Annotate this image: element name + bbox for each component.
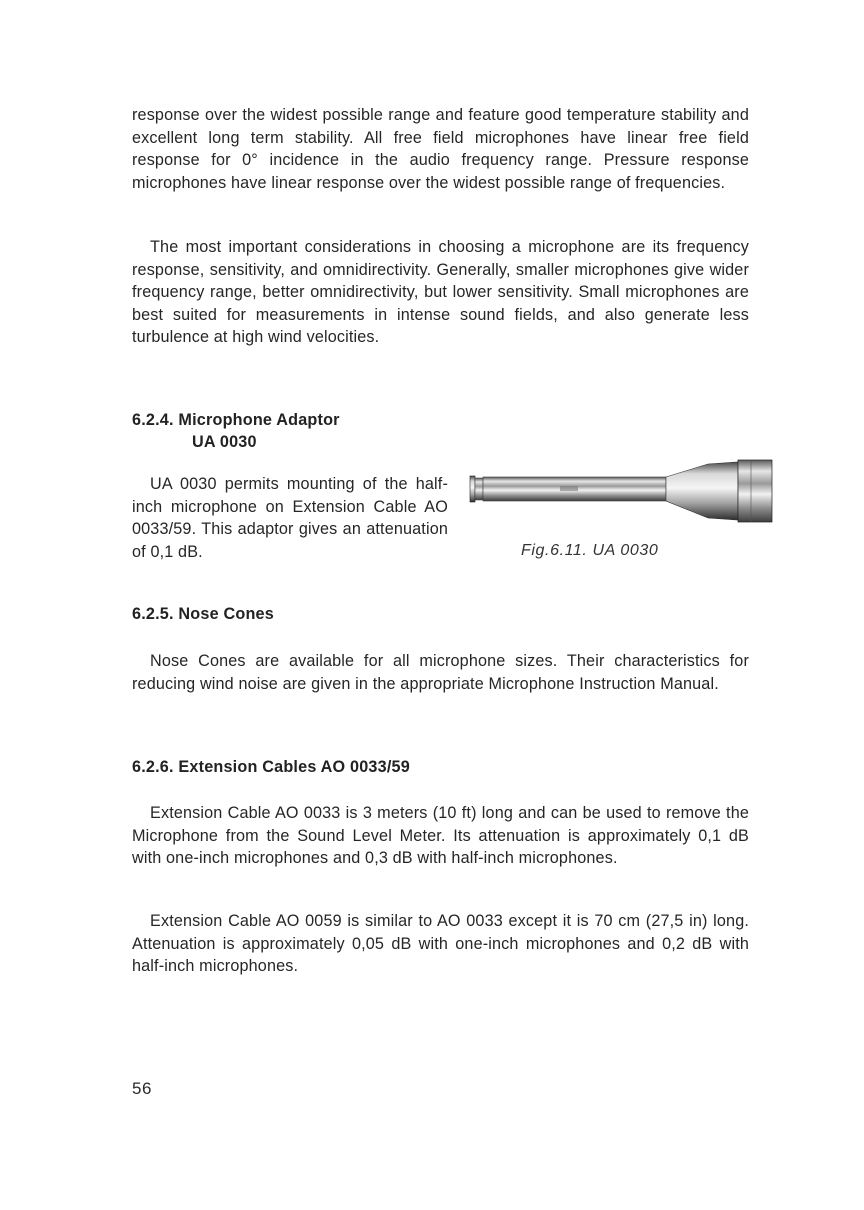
figure-caption: Fig.6.11. UA 0030 <box>521 542 659 559</box>
section-624-body: UA 0030 permits mounting of the half-inch microphone on Extension Cable AO 0033/59. This adaptor gives an attenuation of 0,1 dB. <box>132 475 448 561</box>
intro-paragraph: response over the widest possible range and feature good temperature stability and excellent long term stability. All free field microphones have linear free field response for 0° incidence in the audio frequency range. Pressure response microphones have linear response over the widest possible range of frequencies. <box>132 106 749 192</box>
section-626-body-1: Extension Cable AO 0033 is 3 meters (10 ft) long and can be used to remove the Microphone from the Sound Level Meter. Its attenuation is approximately 0,1 dB with one-inch microphones and 0,3 dB with half-inch microphones. <box>132 804 749 868</box>
considerations-paragraph: The most important considerations in choosing a microphone are its frequency response, sensitivity, and omnidirectivity. Generally, smaller microphones give wider frequency range, better omnidirectivity, but lower sensitivity. Small microphones are best suited for measurements in intense sound fields, and also generate less turbulence at high wind velocities. <box>132 238 749 347</box>
section-626-body-2: Extension Cable AO 0059 is similar to AO 0033 except it is 70 cm (27,5 in) long. Attenuation is approximately 0,05 dB with one-inch microphones and 0,2 dB with half-inch microphones. <box>132 912 749 976</box>
page-number: 56 <box>132 1079 152 1098</box>
microphone-adaptor-illustration <box>468 457 778 525</box>
section-625-body: Nose Cones are available for all microphone sizes. Their characteristics for reducing wind noise are given in the appropriate Microphone Instruction Manual. <box>132 652 749 693</box>
section-624-heading <box>132 409 340 453</box>
section-624-title: 6.2.4. Microphone Adaptor <box>132 411 340 429</box>
section-624-subtitle: UA 0030 <box>192 433 257 451</box>
section-626-heading: 6.2.6. Extension Cables AO 0033/59 <box>132 758 410 776</box>
section-625-heading: 6.2.5. Nose Cones <box>132 605 274 623</box>
